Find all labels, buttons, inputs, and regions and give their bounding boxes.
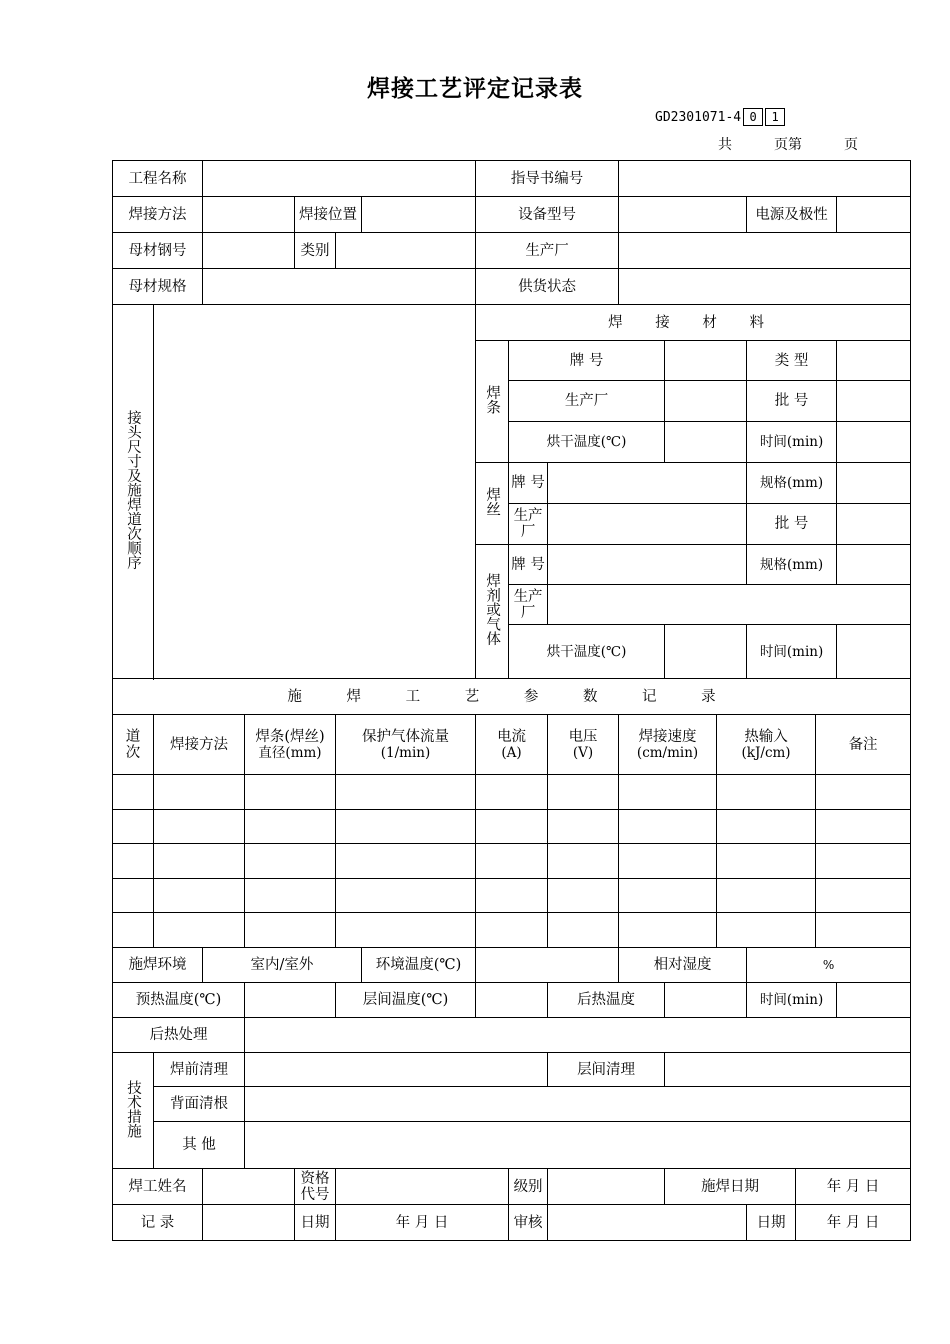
- flux-spec-label: 规格(mm): [747, 545, 837, 585]
- joint-label: 接头尺寸及施焊道次顺序: [125, 409, 141, 570]
- pass-cell[interactable]: [113, 913, 154, 948]
- env-temp-field[interactable]: [476, 948, 619, 983]
- preheat-field[interactable]: [245, 983, 336, 1018]
- weld-method-label: 焊接方法: [113, 197, 203, 233]
- remark-cell[interactable]: [816, 775, 911, 810]
- base-spec-field[interactable]: [203, 269, 476, 305]
- tech-label-cell: [113, 1053, 154, 1169]
- diameter-cell[interactable]: [245, 810, 336, 844]
- percent-sign: %: [822, 958, 835, 972]
- current-cell[interactable]: [476, 810, 548, 844]
- col-remark: 备注: [816, 715, 911, 775]
- flux-manufacturer-label: 生产厂: [509, 585, 548, 625]
- tech-label: 技术措施: [125, 1079, 141, 1138]
- process-row: [113, 775, 911, 810]
- weld-position-field[interactable]: [362, 197, 476, 233]
- electrode-time-field[interactable]: [837, 422, 911, 463]
- page-total-label: 共: [718, 137, 732, 153]
- method-cell[interactable]: [154, 810, 245, 844]
- weld-date-field[interactable]: 年 月 日: [796, 1169, 911, 1205]
- process-title: 施 焊 工 艺 参 数 记 录: [113, 679, 911, 715]
- electrode-brand-field[interactable]: [665, 341, 747, 381]
- page-info: [718, 134, 858, 154]
- manufacturer-label: 生产厂: [476, 233, 619, 269]
- record-table: [112, 160, 911, 1241]
- process-row: [113, 913, 911, 948]
- qual-code-field[interactable]: [336, 1169, 509, 1205]
- form-title: 焊接工艺评定记录表: [367, 75, 583, 102]
- diameter-cell[interactable]: [245, 879, 336, 913]
- col-current: 电流 (A): [476, 715, 548, 775]
- voltage-cell[interactable]: [548, 913, 619, 948]
- process-row: [113, 810, 911, 844]
- electrode-time-label: 时间(min): [747, 422, 837, 463]
- heat-cell[interactable]: [717, 879, 816, 913]
- back-gouge-field[interactable]: [245, 1087, 911, 1122]
- weld-date-label: 施焊日期: [665, 1169, 796, 1205]
- speed-cell[interactable]: [619, 913, 717, 948]
- pass-cell[interactable]: [113, 844, 154, 879]
- project-name-field[interactable]: [203, 161, 476, 197]
- weld-method-field[interactable]: [203, 197, 295, 233]
- electrode-manufacturer-label: 生产厂: [509, 381, 665, 422]
- speed-cell[interactable]: [619, 879, 717, 913]
- col-weld-method: 焊接方法: [154, 715, 245, 775]
- wire-spec-field[interactable]: [837, 463, 911, 504]
- review-date-field[interactable]: 年 月 日: [796, 1205, 911, 1241]
- env-label: 施焊环境: [113, 948, 203, 983]
- back-gouge-label: 背面清根: [154, 1087, 245, 1122]
- pass-cell[interactable]: [113, 810, 154, 844]
- col-weld-speed: 焊接速度 (cm/min): [619, 715, 717, 775]
- col-voltage: 电压 (V): [548, 715, 619, 775]
- flux-brand-label: 牌 号: [509, 545, 548, 585]
- interpass-field[interactable]: [476, 983, 548, 1018]
- preheat-label: 预热温度(℃): [113, 983, 245, 1018]
- project-name-label: 工程名称: [113, 161, 203, 197]
- speed-cell[interactable]: [619, 775, 717, 810]
- level-field[interactable]: [548, 1169, 665, 1205]
- code-box-1[interactable]: 0: [743, 108, 763, 126]
- pass-cell[interactable]: [113, 775, 154, 810]
- postheat-time-field[interactable]: [837, 983, 911, 1018]
- current-cell[interactable]: [476, 775, 548, 810]
- record-date-field[interactable]: 年 月 日: [336, 1205, 509, 1241]
- wire-label-cell: [476, 463, 509, 545]
- gas-cell[interactable]: [336, 844, 476, 879]
- method-cell[interactable]: [154, 775, 245, 810]
- current-cell[interactable]: [476, 879, 548, 913]
- col-gas-flow: 保护气体流量 (1/min): [336, 715, 476, 775]
- method-cell[interactable]: [154, 879, 245, 913]
- humidity-label: 相对湿度: [619, 948, 747, 983]
- process-row: [113, 879, 911, 913]
- gas-cell[interactable]: [336, 775, 476, 810]
- gas-cell[interactable]: [336, 913, 476, 948]
- guide-no-field[interactable]: [619, 161, 911, 197]
- record-label: 记 录: [113, 1205, 203, 1241]
- base-steel-label: 母材钢号: [113, 233, 203, 269]
- review-date-label: 日期: [747, 1205, 796, 1241]
- record-field[interactable]: [203, 1205, 295, 1241]
- flux-manufacturer-field[interactable]: [548, 585, 911, 625]
- record-date-label: 日期: [295, 1205, 336, 1241]
- remark-cell[interactable]: [816, 879, 911, 913]
- flux-brand-field[interactable]: [548, 545, 747, 585]
- equipment-model-field[interactable]: [619, 197, 747, 233]
- humidity-field[interactable]: [747, 948, 911, 983]
- electrode-type-field[interactable]: [837, 341, 911, 381]
- review-field[interactable]: [548, 1205, 747, 1241]
- wire-batch-label: 批 号: [747, 504, 837, 545]
- inter-clean-field[interactable]: [665, 1053, 911, 1087]
- electrode-dry-temp-label: 烘干温度(℃): [509, 422, 665, 463]
- welder-label: 焊工姓名: [113, 1169, 203, 1205]
- col-pass: 道 次: [113, 715, 154, 775]
- electrode-batch-field[interactable]: [837, 381, 911, 422]
- flux-spec-field[interactable]: [837, 545, 911, 585]
- gas-cell[interactable]: [336, 810, 476, 844]
- heat-cell[interactable]: [717, 810, 816, 844]
- process-row: [113, 844, 911, 879]
- joint-sketch-area[interactable]: [154, 305, 476, 679]
- flux-dry-temp-field[interactable]: [665, 625, 747, 679]
- other-field[interactable]: [245, 1122, 911, 1169]
- power-polarity-label: 电源及极性: [747, 197, 837, 233]
- wire-brand-label: 牌 号: [509, 463, 548, 504]
- qual-code-label: 资格代号: [295, 1169, 336, 1205]
- other-label: 其 他: [154, 1122, 245, 1169]
- base-steel-field[interactable]: [203, 233, 295, 269]
- form-code: [655, 108, 785, 126]
- heat-cell[interactable]: [717, 775, 816, 810]
- electrode-manufacturer-field[interactable]: [665, 381, 747, 422]
- weld-position-label: 焊接位置: [295, 197, 362, 233]
- manufacturer-field[interactable]: [619, 233, 911, 269]
- postheat-field[interactable]: [665, 983, 747, 1018]
- diameter-cell[interactable]: [245, 775, 336, 810]
- electrode-dry-temp-field[interactable]: [665, 422, 747, 463]
- joint-label-cell: [113, 305, 154, 679]
- wire-label: 焊丝: [484, 487, 501, 516]
- voltage-cell[interactable]: [548, 879, 619, 913]
- electrode-label: 焊条: [484, 385, 501, 414]
- pre-clean-field[interactable]: [245, 1053, 548, 1087]
- postheat-label: 后热温度: [548, 983, 665, 1018]
- col-electrode-diameter: 焊条(焊丝) 直径(mm): [245, 715, 336, 775]
- electrode-brand-label: 牌 号: [509, 341, 665, 381]
- wire-manufacturer-field[interactable]: [548, 504, 747, 545]
- power-polarity-field[interactable]: [837, 197, 911, 233]
- wire-manufacturer-label: 生产厂: [509, 504, 548, 545]
- inter-clean-label: 层间清理: [548, 1053, 665, 1087]
- heat-cell[interactable]: [717, 913, 816, 948]
- voltage-cell[interactable]: [548, 844, 619, 879]
- electrode-batch-label: 批 号: [747, 381, 837, 422]
- welder-field[interactable]: [203, 1169, 295, 1205]
- pass-cell[interactable]: [113, 879, 154, 913]
- voltage-cell[interactable]: [548, 810, 619, 844]
- category-field[interactable]: [336, 233, 476, 269]
- diameter-cell[interactable]: [245, 844, 336, 879]
- guide-no-label: 指导书编号: [476, 161, 619, 197]
- materials-title: 焊 接 材 料: [476, 305, 911, 341]
- supply-state-label: 供货状态: [476, 269, 619, 305]
- category-label: 类别: [295, 233, 336, 269]
- speed-cell[interactable]: [619, 810, 717, 844]
- col-heat-input: 热输入 (kJ/cm): [717, 715, 816, 775]
- env-temp-label: 环境温度(℃): [362, 948, 476, 983]
- electrode-label-cell: [476, 341, 509, 463]
- postheat-time-label: 时间(min): [747, 983, 837, 1018]
- wire-spec-label: 规格(mm): [747, 463, 837, 504]
- method-cell[interactable]: [154, 913, 245, 948]
- heat-cell[interactable]: [717, 844, 816, 879]
- voltage-cell[interactable]: [548, 775, 619, 810]
- flux-gas-label: 焊剂或气体: [484, 573, 501, 646]
- equipment-model-label: 设备型号: [476, 197, 619, 233]
- diameter-cell[interactable]: [245, 913, 336, 948]
- wire-brand-field[interactable]: [548, 463, 747, 504]
- current-cell[interactable]: [476, 913, 548, 948]
- base-spec-label: 母材规格: [113, 269, 203, 305]
- remark-cell[interactable]: [816, 810, 911, 844]
- pre-clean-label: 焊前清理: [154, 1053, 245, 1087]
- remark-cell[interactable]: [816, 913, 911, 948]
- post-treatment-label: 后热处理: [113, 1018, 245, 1053]
- wire-batch-field[interactable]: [837, 504, 911, 545]
- page-current-label: 页第: [774, 137, 802, 153]
- flux-gas-label-cell: [476, 545, 509, 679]
- code-box-2[interactable]: 1: [765, 108, 785, 126]
- remark-cell[interactable]: [816, 844, 911, 879]
- flux-time-field[interactable]: [837, 625, 911, 679]
- review-label: 审核: [509, 1205, 548, 1241]
- post-treatment-field[interactable]: [245, 1018, 911, 1053]
- gas-cell[interactable]: [336, 879, 476, 913]
- interpass-label: 层间温度(℃): [336, 983, 476, 1018]
- current-cell[interactable]: [476, 844, 548, 879]
- method-cell[interactable]: [154, 844, 245, 879]
- page-end-label: 页: [844, 137, 858, 153]
- indoor-outdoor[interactable]: 室内/室外: [203, 948, 362, 983]
- electrode-type-label: 类 型: [747, 341, 837, 381]
- flux-dry-temp-label: 烘干温度(℃): [509, 625, 665, 679]
- speed-cell[interactable]: [619, 844, 717, 879]
- form-code-number: GD2301071-4: [655, 109, 742, 125]
- flux-time-label: 时间(min): [747, 625, 837, 679]
- supply-state-field[interactable]: [619, 269, 911, 305]
- level-label: 级别: [509, 1169, 548, 1205]
